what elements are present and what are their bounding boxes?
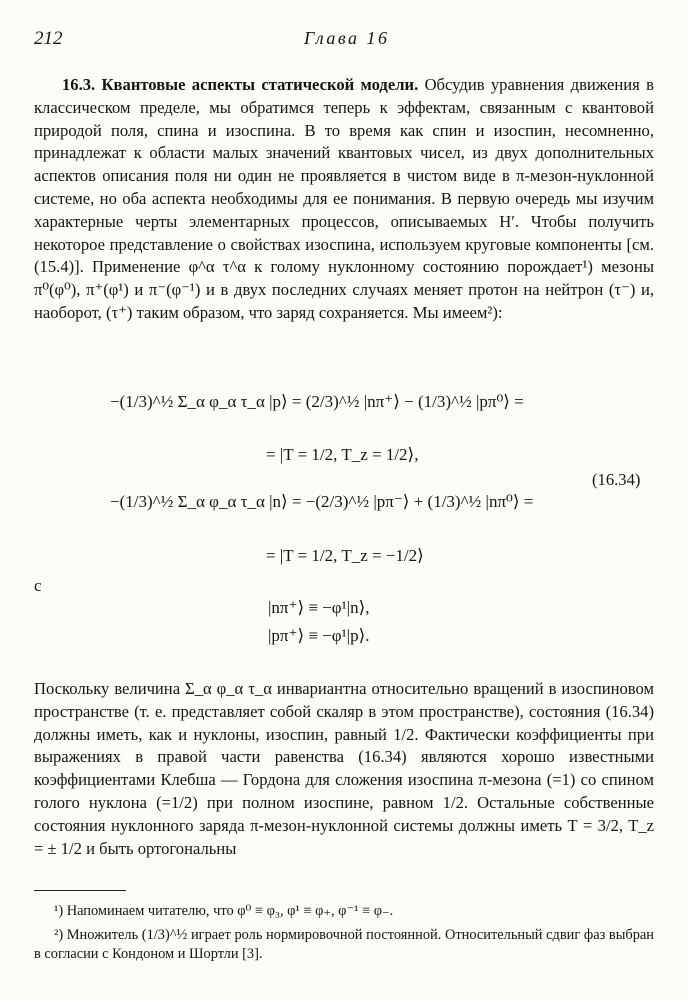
- definition-line-1: |nπ⁺⟩ ≡ −φ¹|n⟩,: [268, 598, 370, 617]
- equation-number: (16.34): [592, 470, 641, 489]
- paragraph-1-text: Обсудив уравнения движения в классическом пределе, мы обратимся теперь к эффектам, связанным с квантовой природой поля, спина и изоспина. В то время как спин и изоспин, несомненно, принадлежат к области малых значений квантовых чисел, из двух дополнительных аспектов описания поля ни один не проявляется в чистом виде в π-мезон-нуклонной системе, но оба аспекта необходимы для ее понимания. В первую очередь мы изучим характерные черты элементарных процессов, описываемых H′. Чтобы получить некоторое представление о свойствах изоспина, используем круговые компоненты [см. (15.4)]. Применение φ^α τ^α к голому нуклонному состоянию порождает¹) мезоны π⁰(φ⁰), π⁺(φ¹) и π⁻(φ⁻¹) и в двух последних случаях меняет протон на нейтрон (τ⁻) и, наоборот, (τ⁺) таким образом, что заряд сохраняется. Мы имеем²):: [34, 75, 654, 322]
- equation-line-3: −(1/3)^½ Σ_α φ_α τ_α |n⟩ = −(2/3)^½ |pπ⁻⟩ + (1/3)^½ |nπ⁰⟩ =: [110, 492, 534, 511]
- equation-line-1: −(1/3)^½ Σ_α φ_α τ_α |p⟩ = (2/3)^½ |nπ⁺⟩ − (1/3)^½ |pπ⁰⟩ =: [110, 392, 524, 411]
- with-label: с: [34, 576, 42, 595]
- page-number: 212: [34, 28, 63, 49]
- definition-line-2: |pπ⁺⟩ ≡ −φ¹|p⟩.: [268, 626, 370, 645]
- paragraph-1: [34, 74, 654, 325]
- equation-line-4: = |T = 1/2, T_z = −1/2⟩: [266, 546, 424, 565]
- section-heading: 16.3. Квантовые аспекты статической модели.: [62, 75, 419, 94]
- equation-line-2: = |T = 1/2, T_z = 1/2⟩,: [266, 445, 419, 464]
- footnote-1: ¹) Напоминаем читателю, что φ⁰ ≡ φ₃, φ¹ ≡ φ₊, φ⁻¹ ≡ φ₋.: [54, 903, 394, 919]
- chapter-title: Глава 16: [304, 28, 390, 48]
- page-header: [34, 28, 654, 50]
- footnote-divider: [34, 890, 126, 891]
- footnote-2: ²) Множитель (1/3)^½ играет роль нормировочной постоянной. Относительный сдвиг фаз выбран в согласии с Кондоном и Шортли [3].: [34, 927, 654, 962]
- paragraph-2: Поскольку величина Σ_α φ_α τ_α инвариантна относительно вращений в изоспиновом пространстве (т. е. представляет собой скаляр в этом пространстве), состояния (16.34) должны иметь, как и нуклоны, изоспин, равный 1/2. Фактически коэффициенты при выражениях в правой части равенства (16.34) являются хорошо известными коэффициентами Клебша — Гордона для сложения изоспина π-мезона (=1) со спином голого нуклона (=1/2) при полном изоспине, равном 1/2. Остальные собственные состояния нуклонного заряда π-мезон-нуклонной системы должны иметь T = 3/2, T_z = ± 1/2 и быть ортогональны: [34, 679, 654, 858]
